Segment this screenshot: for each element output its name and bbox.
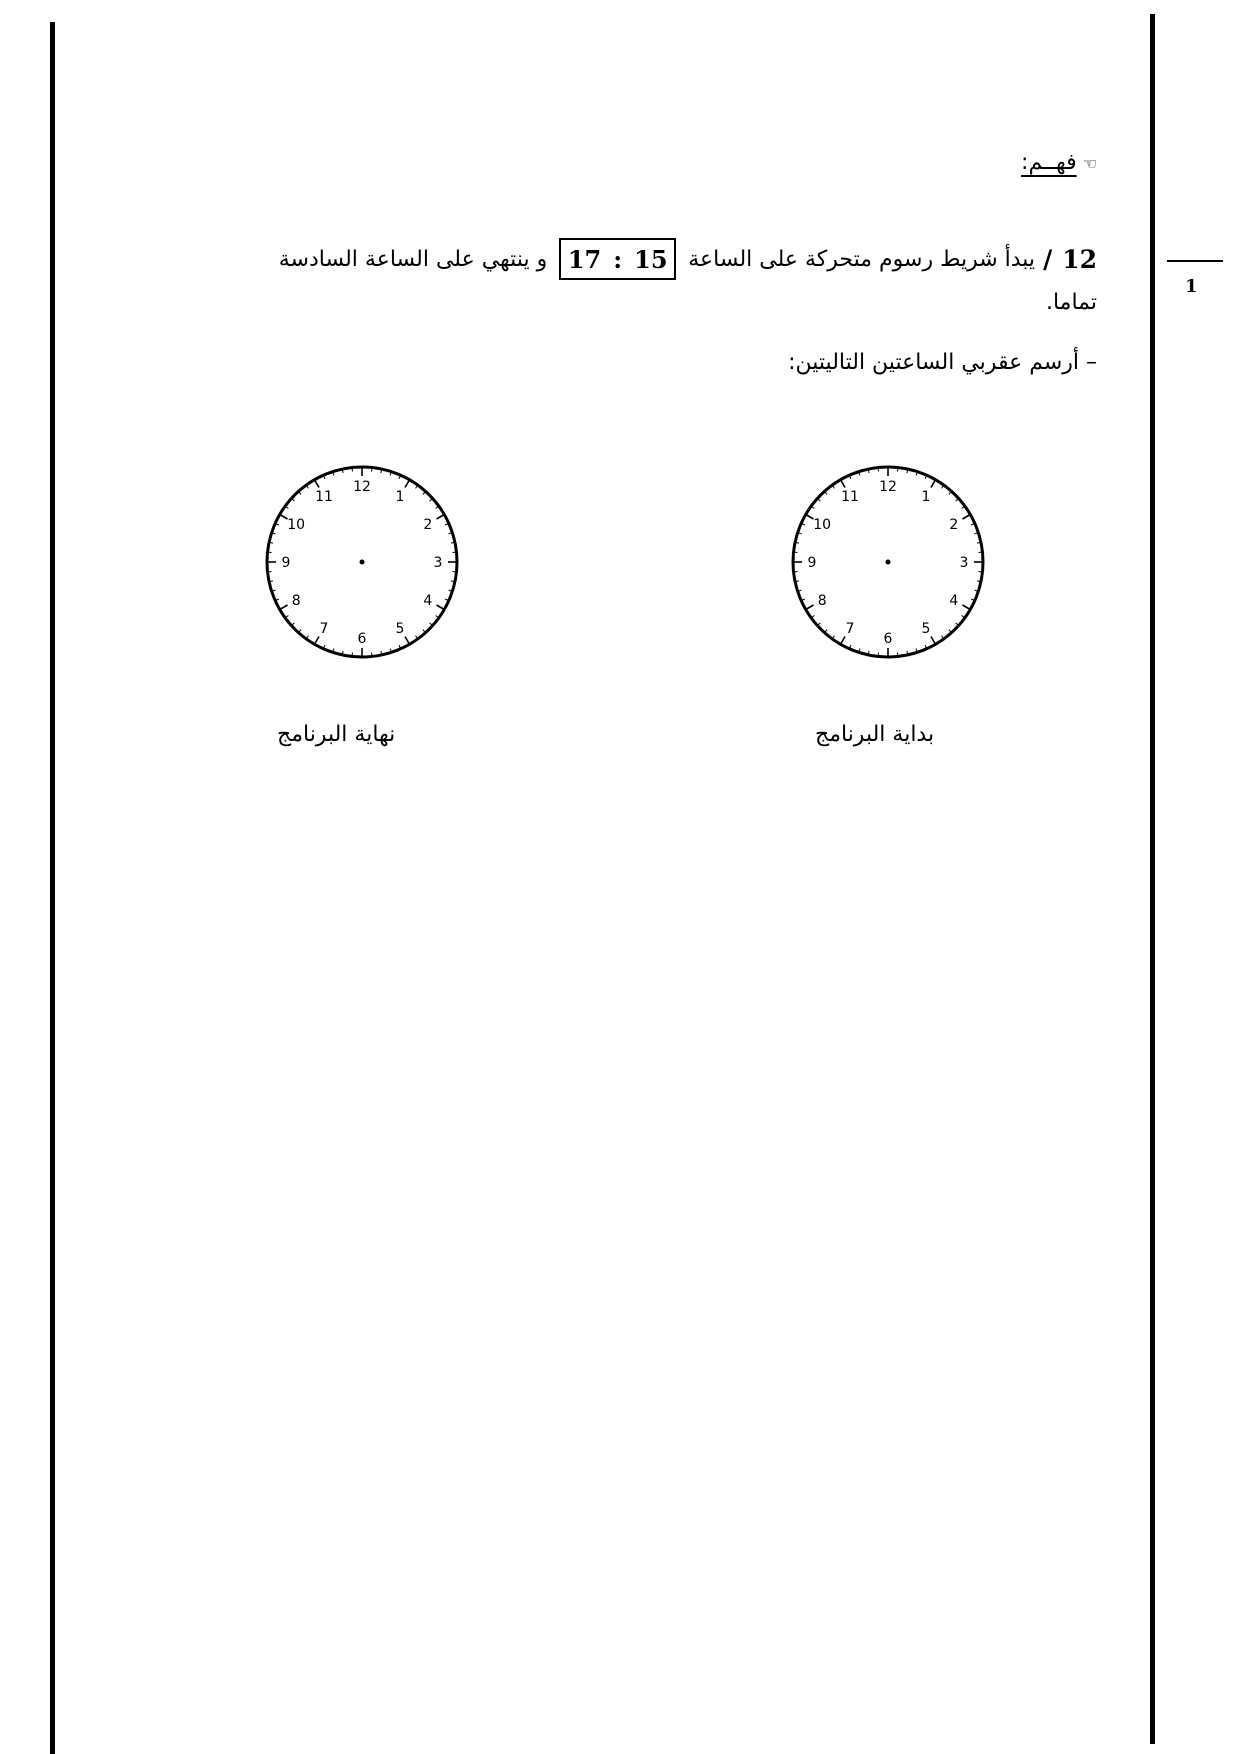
clock-number: 8	[291, 593, 301, 609]
end-clock-face[interactable]	[262, 462, 462, 662]
question-number: 12	[1062, 244, 1097, 274]
clock-number: 5	[921, 620, 931, 637]
clock-number: 11	[841, 489, 859, 506]
clock-hour-tick	[315, 480, 320, 488]
question-line-2: تماما.	[1045, 290, 1097, 315]
section-heading-text: فهــم:	[1021, 150, 1077, 175]
question-text-after: و ينتهي على الساعة السادسة	[278, 246, 548, 272]
question-line-1	[279, 238, 1097, 280]
clock-hour-tick	[436, 605, 444, 610]
clock-hour-tick	[962, 515, 970, 520]
clock-hour-tick	[280, 605, 288, 610]
end-clock-label: نهاية البرنامج	[277, 722, 396, 747]
clock-number: 2	[949, 517, 959, 533]
clock-center-dot	[886, 560, 891, 565]
clock-hour-tick	[806, 605, 814, 610]
time-separator: :	[613, 244, 623, 274]
clock-number: 8	[817, 593, 827, 609]
clock-number: 4	[423, 593, 433, 609]
time-minutes: 15	[634, 244, 668, 274]
clock-number: 6	[357, 631, 367, 647]
margin-score-rule	[1167, 260, 1223, 262]
left-border-line	[50, 22, 55, 1754]
clock-hour-tick	[841, 636, 846, 644]
clock-hour-tick	[405, 636, 410, 644]
clock-number: 11	[315, 489, 333, 506]
pointing-hand-icon: ☜	[1082, 154, 1097, 173]
start-clock-face[interactable]	[788, 462, 988, 662]
start-clock-label: بداية البرنامج	[815, 722, 935, 747]
clock-number: 12	[879, 479, 897, 495]
clock-number: 6	[883, 631, 893, 647]
clock-number: 7	[845, 620, 855, 637]
clock-hour-tick	[405, 480, 410, 488]
question-slash: /	[1043, 244, 1053, 274]
clock-number: 7	[319, 620, 329, 637]
clock-number: 10	[287, 517, 306, 533]
clock-number: 2	[423, 517, 433, 533]
clock-number: 3	[959, 555, 969, 571]
clock-number: 1	[921, 489, 931, 506]
clock-center-dot	[360, 560, 365, 565]
clock-number: 5	[395, 620, 405, 637]
clock-number: 1	[395, 489, 405, 506]
clock-hour-tick	[841, 480, 846, 488]
clock-hour-tick	[931, 480, 936, 488]
section-heading	[1021, 150, 1097, 175]
clock-number: 4	[949, 593, 959, 609]
time-box	[559, 238, 676, 280]
margin-score-number: 1	[1185, 276, 1198, 297]
clock-hour-tick	[436, 515, 444, 520]
clock-number: 10	[813, 517, 832, 533]
question-text-before: يبدأ شريط رسوم متحركة على الساعة	[688, 246, 1036, 272]
clock-number: 12	[353, 479, 371, 495]
question-instruction: – أرسم عقربي الساعتين التاليتين:	[788, 350, 1097, 375]
clock-hour-tick	[931, 636, 936, 644]
clock-hour-tick	[962, 605, 970, 610]
clock-hour-tick	[315, 636, 320, 644]
right-margin-line	[1150, 14, 1155, 1744]
clock-number: 9	[281, 555, 291, 571]
clock-number: 9	[807, 555, 817, 571]
time-hour: 17	[567, 244, 602, 274]
clock-number: 3	[433, 555, 443, 571]
